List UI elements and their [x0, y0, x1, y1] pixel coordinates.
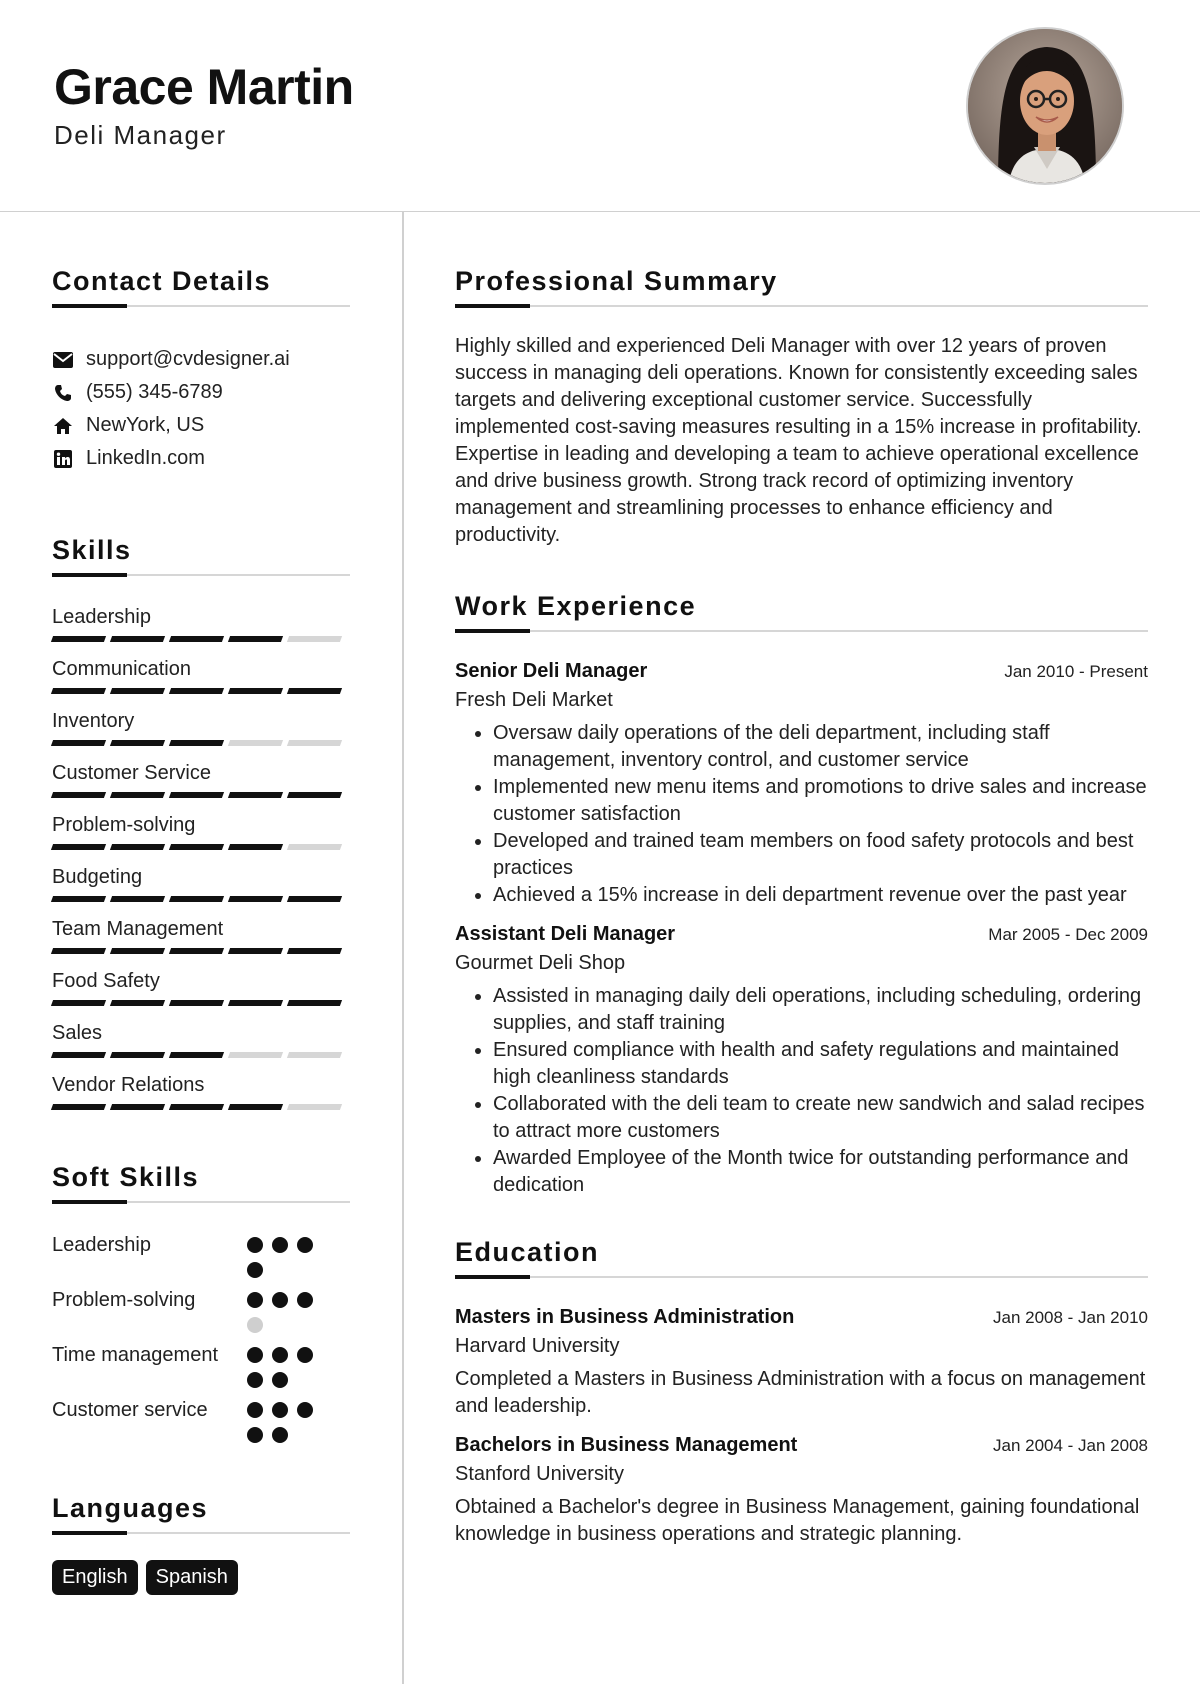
sidebar	[52, 212, 350, 1595]
job-bullet: • Oversaw daily operations of the deli department, including staff management, inventory control, and customer service	[493, 720, 1148, 774]
skill-level-segment	[287, 740, 342, 746]
skills-list	[52, 602, 350, 1110]
education-date: Jan 2004 - Jan 2008	[992, 1436, 1148, 1455]
skill-level-segment	[169, 636, 224, 642]
soft-skill-rating	[247, 1231, 337, 1278]
skill-level-segment	[110, 688, 165, 694]
skill-level-segment	[169, 896, 224, 902]
candidate-name: Grace Martin	[54, 59, 354, 115]
contact-list	[52, 343, 350, 475]
rating-dot	[247, 1292, 263, 1308]
skill-item	[52, 758, 350, 798]
skill-label: Problem-solving	[52, 814, 196, 836]
skill-label: Leadership	[52, 606, 151, 628]
summary-title: Professional Summary	[455, 266, 778, 296]
section-rule	[52, 305, 350, 307]
rating-dot	[297, 1237, 313, 1253]
skill-level-segment	[51, 636, 106, 642]
phone-icon	[52, 383, 74, 403]
skill-item	[52, 862, 350, 902]
skill-level-segment	[287, 948, 342, 954]
degree-title: Masters in Business Administration	[455, 1306, 795, 1328]
contact-title: Contact Details	[52, 266, 272, 296]
job-bullets	[455, 983, 1148, 1199]
job-entry	[455, 660, 1148, 909]
skill-level-segment	[287, 688, 342, 694]
skill-level-segment	[51, 948, 106, 954]
education-description: Completed a Masters in Business Administration with a focus on management and leadership.	[455, 1368, 1146, 1417]
education-section	[455, 1237, 1148, 1548]
job-company: Gourmet Deli Shop	[455, 952, 626, 974]
skills-title: Skills	[52, 535, 132, 565]
skill-level-segment	[169, 740, 224, 746]
job-bullet: • Collaborated with the deli team to create new sandwich and salad recipes to attract more customers	[493, 1091, 1148, 1145]
education-date: Jan 2008 - Jan 2010	[992, 1308, 1148, 1327]
rating-dot	[247, 1237, 263, 1253]
skill-item	[52, 810, 350, 850]
skill-level-segment	[228, 740, 283, 746]
soft-skill-rating	[247, 1341, 337, 1388]
skill-level-segment	[110, 636, 165, 642]
skill-level-segment	[110, 896, 165, 902]
languages-list	[52, 1560, 350, 1595]
skill-level-bar	[52, 896, 350, 902]
soft-skill-label: Time management	[52, 1344, 218, 1366]
resume-header	[0, 0, 1200, 212]
skill-level-segment	[169, 1104, 224, 1110]
section-rule	[52, 1201, 350, 1203]
skill-level-segment	[169, 792, 224, 798]
linkedin-icon	[52, 449, 74, 469]
rating-dot	[247, 1372, 263, 1388]
skill-level-segment	[287, 1052, 342, 1058]
skill-level-segment	[51, 1000, 106, 1006]
skill-level-segment	[169, 1052, 224, 1058]
skill-level-segment	[169, 844, 224, 850]
contact-location	[52, 409, 350, 442]
skill-level-segment	[287, 792, 342, 798]
skill-item	[52, 602, 350, 642]
skill-level-bar	[52, 1000, 350, 1006]
skill-level-segment	[110, 740, 165, 746]
job-company: Fresh Deli Market	[455, 689, 613, 711]
home-icon	[52, 416, 74, 436]
main-content	[455, 212, 1148, 1548]
skill-label: Food Safety	[52, 970, 160, 992]
rating-dot	[297, 1347, 313, 1363]
rating-dot	[272, 1427, 288, 1443]
experience-section	[455, 591, 1148, 1199]
rating-dot	[247, 1317, 263, 1333]
rating-dot	[247, 1402, 263, 1418]
skill-level-segment	[110, 844, 165, 850]
languages-title: Languages	[52, 1493, 209, 1523]
job-title: Senior Deli Manager	[455, 660, 648, 682]
contact-linkedin[interactable]	[52, 442, 350, 475]
contact-phone-text: (555) 345-6789	[86, 381, 223, 403]
skill-item	[52, 1018, 350, 1058]
languages-section	[52, 1493, 350, 1595]
contact-section	[52, 266, 350, 475]
job-bullet: • Assisted in managing daily deli operations, including scheduling, ordering supplies, and staff training	[493, 983, 1148, 1037]
skill-level-segment	[287, 636, 342, 642]
skill-level-segment	[110, 948, 165, 954]
skill-level-segment	[228, 896, 283, 902]
education-entry	[455, 1434, 1148, 1548]
rating-dot	[272, 1292, 288, 1308]
profile-photo-portrait	[968, 29, 1124, 185]
contact-phone[interactable]	[52, 376, 350, 409]
skill-level-segment	[228, 688, 283, 694]
skill-level-segment	[287, 1104, 342, 1110]
skill-level-segment	[169, 948, 224, 954]
contact-linkedin-text: LinkedIn.com	[86, 447, 205, 469]
skill-level-segment	[51, 1052, 106, 1058]
skill-item	[52, 654, 350, 694]
skill-level-segment	[110, 1000, 165, 1006]
skill-level-bar	[52, 740, 350, 746]
school-name: Stanford University	[455, 1463, 624, 1485]
soft-skill-rating	[247, 1396, 337, 1443]
profile-photo	[966, 27, 1124, 185]
job-bullet: • Achieved a 15% increase in deli department revenue over the past year	[493, 882, 1148, 909]
rating-dot	[247, 1262, 263, 1278]
language-badge: Spanish	[146, 1560, 238, 1595]
job-bullet: • Ensured compliance with health and safety regulations and maintained high cleanliness standards	[493, 1037, 1148, 1091]
soft-skill-label: Leadership	[52, 1234, 151, 1256]
skill-level-segment	[110, 1052, 165, 1058]
skill-level-segment	[228, 636, 283, 642]
job-bullet: • Implemented new menu items and promotions to drive sales and increase customer satisfaction	[493, 774, 1148, 828]
rating-dot	[272, 1372, 288, 1388]
skill-level-bar	[52, 636, 350, 642]
skill-level-segment	[287, 844, 342, 850]
skill-label: Team Management	[52, 918, 224, 940]
soft-skill-item	[52, 1286, 350, 1333]
skill-item	[52, 914, 350, 954]
rating-dot	[297, 1292, 313, 1308]
contact-email-text: support@cvdesigner.ai	[86, 348, 290, 370]
skill-level-bar	[52, 948, 350, 954]
soft-skills-section	[52, 1162, 350, 1443]
skill-level-bar	[52, 688, 350, 694]
contact-email[interactable]	[52, 343, 350, 376]
section-rule	[52, 574, 350, 576]
job-bullet: • Awarded Employee of the Month twice for outstanding performance and dedication	[493, 1145, 1148, 1199]
rating-dot	[272, 1402, 288, 1418]
skill-level-segment	[110, 792, 165, 798]
skill-level-bar	[52, 792, 350, 798]
summary-section	[455, 266, 1148, 549]
skills-section	[52, 535, 350, 1110]
skill-level-segment	[287, 1000, 342, 1006]
section-rule	[455, 630, 1148, 632]
school-name: Harvard University	[455, 1335, 620, 1357]
skill-level-segment	[110, 1104, 165, 1110]
skill-level-segment	[228, 948, 283, 954]
skill-item	[52, 706, 350, 746]
job-title: Assistant Deli Manager	[455, 923, 676, 945]
skill-level-segment	[51, 740, 106, 746]
soft-skill-item	[52, 1231, 350, 1278]
section-rule	[455, 1276, 1148, 1278]
skill-label: Budgeting	[52, 866, 143, 888]
rating-dot	[297, 1402, 313, 1418]
job-bullet: • Developed and trained team members on food safety protocols and best practices	[493, 828, 1148, 882]
skill-label: Sales	[52, 1022, 103, 1044]
skill-label: Inventory	[52, 710, 135, 732]
education-entry	[455, 1306, 1148, 1420]
skill-level-segment	[51, 792, 106, 798]
degree-title: Bachelors in Business Management	[455, 1434, 798, 1456]
soft-skill-label: Customer service	[52, 1399, 208, 1421]
soft-skill-item	[52, 1396, 350, 1443]
education-description: Obtained a Bachelor's degree in Business Management, gaining foundational knowledge in business operations and strategic planning.	[455, 1496, 1140, 1545]
skill-level-segment	[228, 1104, 283, 1110]
soft-skills-list	[52, 1231, 350, 1443]
contact-location-text: NewYork, US	[86, 414, 205, 436]
skill-item	[52, 1070, 350, 1110]
skill-level-bar	[52, 844, 350, 850]
job-bullets	[455, 720, 1148, 909]
skill-label: Vendor Relations	[52, 1074, 205, 1096]
rating-dot	[247, 1427, 263, 1443]
section-rule	[52, 1532, 350, 1534]
skill-level-segment	[51, 844, 106, 850]
rating-dot	[247, 1347, 263, 1363]
experience-title: Work Experience	[455, 591, 697, 621]
skill-label: Communication	[52, 658, 191, 680]
skill-level-segment	[51, 896, 106, 902]
skill-level-bar	[52, 1104, 350, 1110]
job-date: Jan 2010 - Present	[1004, 662, 1148, 681]
education-title: Education	[455, 1237, 600, 1267]
skill-level-segment	[228, 792, 283, 798]
skill-label: Customer Service	[52, 762, 211, 784]
skill-level-segment	[51, 1104, 106, 1110]
skill-level-bar	[52, 1052, 350, 1058]
skill-level-segment	[169, 688, 224, 694]
skill-level-segment	[51, 688, 106, 694]
skill-level-segment	[228, 1052, 283, 1058]
job-entry	[455, 923, 1148, 1199]
rating-dot	[272, 1347, 288, 1363]
skill-item	[52, 966, 350, 1006]
column-divider	[402, 212, 404, 1684]
skill-level-segment	[287, 896, 342, 902]
soft-skill-item	[52, 1341, 350, 1388]
language-badge: English	[52, 1560, 138, 1595]
candidate-role: Deli Manager	[54, 120, 227, 150]
soft-skills-title: Soft Skills	[52, 1162, 200, 1192]
job-date: Mar 2005 - Dec 2009	[988, 925, 1148, 944]
skill-level-segment	[228, 844, 283, 850]
soft-skill-label: Problem-solving	[52, 1289, 196, 1311]
soft-skill-rating	[247, 1286, 337, 1333]
envelope-icon	[52, 350, 74, 370]
section-rule	[455, 305, 1148, 307]
skill-level-segment	[228, 1000, 283, 1006]
skill-level-segment	[169, 1000, 224, 1006]
summary-text: Highly skilled and experienced Deli Manager with over 12 years of proven success in managing deli operations. Known for consistently exceeding sales targets and delivering exceptional customer service. Successfully implemented cost-saving measures resulting in a 15% increase in profitability. Expertise in leading and developing a team to achieve operational excellence and drive business growth. Strong track record of optimizing inventory management and streamlining processes to enhance efficiency and productivity.	[455, 335, 1142, 546]
rating-dot	[272, 1237, 288, 1253]
